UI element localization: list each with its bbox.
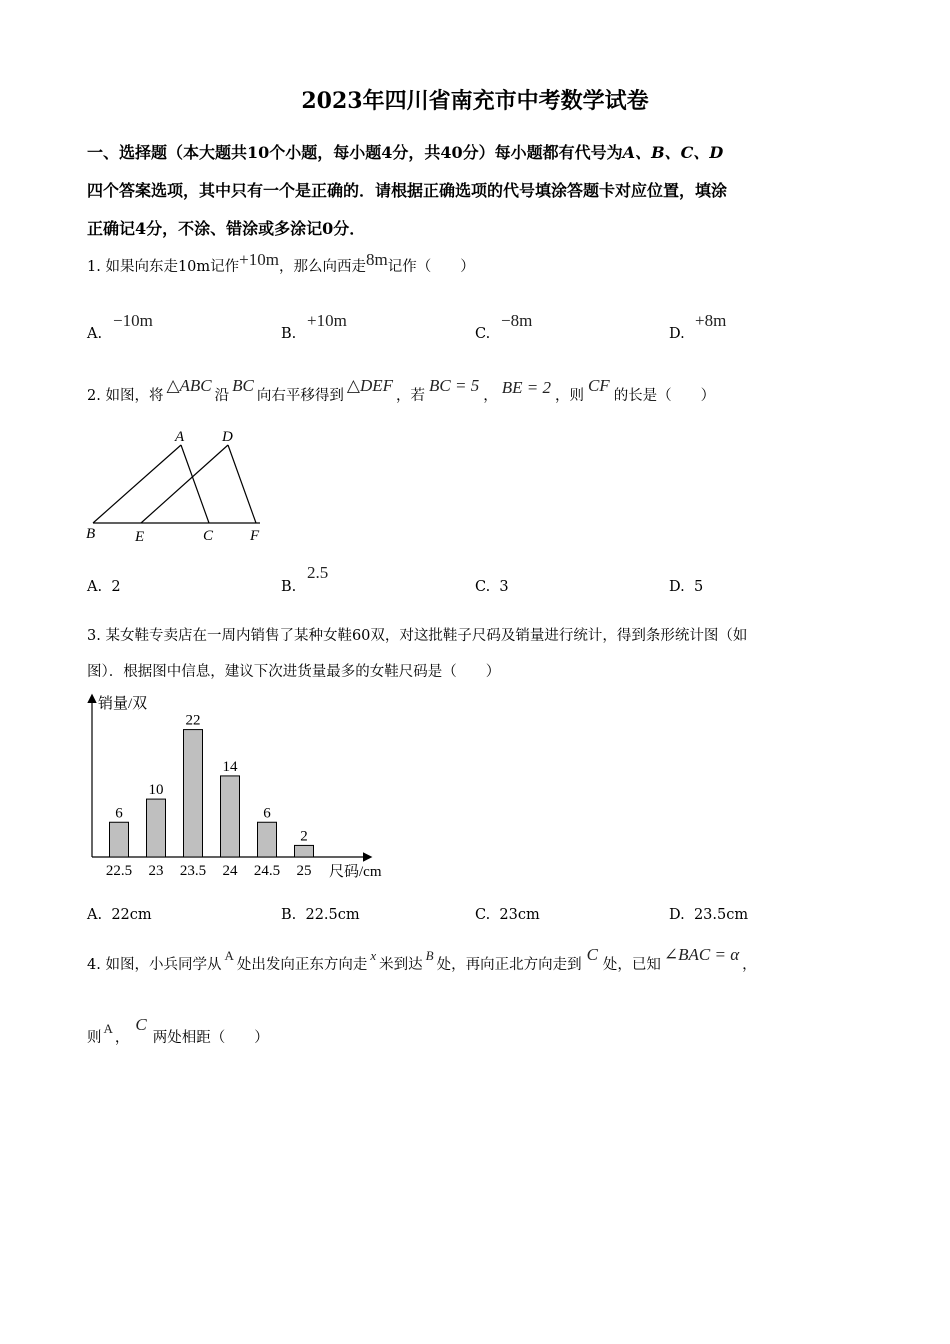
- option-value: 23cm: [499, 907, 540, 923]
- bar-value-label: 22: [185, 712, 201, 729]
- question-3-stem-line1: [87, 627, 747, 645]
- bar-value-label: 2: [300, 828, 308, 845]
- option-letter: C.: [475, 907, 491, 923]
- question-text: 处出发向正东方向走: [236, 957, 368, 973]
- question-text: 某女鞋专卖店在一周内销售了某种女鞋60双，对这批鞋子尺码及销量进行统计，得到条形统计图（如: [105, 628, 748, 644]
- x-tick-label: 23.5: [179, 863, 207, 879]
- question-number: 1.: [87, 259, 101, 275]
- question-text: ，若: [396, 388, 425, 404]
- math-expression: ∠BAC = α: [663, 945, 740, 964]
- q1-option-b-value: +10m: [307, 311, 347, 330]
- bar-value-label: 10: [148, 782, 164, 799]
- q2-option-d[interactable]: [669, 579, 703, 595]
- math-expression: BE = 2: [501, 378, 551, 397]
- q1-option-a-value: −10m: [113, 311, 153, 330]
- q1-option-d[interactable]: [669, 326, 685, 342]
- q3-option-c[interactable]: [475, 907, 540, 923]
- bars-group: [106, 713, 314, 879]
- question-text: ，那么向西走: [278, 259, 366, 275]
- option-letter: D.: [669, 579, 685, 595]
- point-label-c: C: [203, 528, 214, 544]
- bar-22.5: [110, 822, 129, 857]
- q1-option-a[interactable]: [87, 326, 102, 342]
- section-option-codes: A、B、C、D: [622, 143, 724, 162]
- question-text: 如果向东走10m记作: [105, 259, 240, 275]
- math-expression: C: [586, 945, 598, 964]
- option-letter: B.: [281, 326, 297, 342]
- segment-ab: [93, 445, 181, 523]
- math-expression: △DEF: [346, 376, 393, 395]
- q3-option-b[interactable]: [281, 907, 360, 923]
- math-expression: A: [224, 948, 234, 963]
- math-expression: CF: [587, 376, 610, 395]
- option-value: 23.5cm: [693, 907, 749, 923]
- bar-value-label: 6: [115, 805, 123, 822]
- q3-option-d[interactable]: [669, 907, 748, 923]
- x-tick-label: 24.5: [253, 863, 281, 879]
- question-text: 记作（ ）: [387, 259, 475, 275]
- option-letter: C.: [475, 579, 491, 595]
- question-4-stem-line2: [87, 1015, 269, 1047]
- option-letter: A.: [87, 907, 103, 923]
- option-value: 5: [693, 579, 704, 595]
- math-expression: 8m: [365, 250, 388, 269]
- point-label-a: A: [175, 429, 185, 445]
- q1-option-c[interactable]: [475, 326, 490, 342]
- section-instructions-line1: [87, 143, 723, 163]
- point-label-f: F: [250, 528, 260, 544]
- q1-option-b[interactable]: [281, 326, 296, 342]
- point-label-e: E: [135, 529, 145, 545]
- option-value: 3: [499, 579, 509, 595]
- question-text: ，: [483, 388, 498, 404]
- option-letter: A.: [87, 326, 103, 342]
- math-expression: +10m: [239, 250, 279, 269]
- bar-value-label: 14: [222, 758, 238, 775]
- question-1-stem: [87, 250, 475, 276]
- segment-ed: [141, 445, 228, 523]
- question-text: 沿: [214, 388, 230, 404]
- math-expression: A: [103, 1021, 113, 1036]
- x-tick-label: 23: [148, 863, 164, 879]
- math-expression: △ABC: [166, 376, 212, 395]
- question-text: ，则: [554, 388, 584, 404]
- math-expression: C: [135, 1015, 147, 1034]
- question-number: 4.: [87, 957, 101, 973]
- question-number: 3.: [87, 628, 101, 644]
- question-text: 处，已知: [602, 957, 661, 973]
- option-letter: D.: [669, 326, 685, 342]
- option-letter: B.: [281, 579, 297, 595]
- option-letter: A.: [87, 579, 103, 595]
- question-text: 的长是（ ）: [613, 388, 716, 404]
- point-label-d: D: [222, 429, 233, 445]
- math-expression: x: [370, 948, 377, 963]
- q1-option-c-value: −8m: [501, 311, 533, 330]
- section-text: 一、选择题（本大题共10个小题，每小题4分，共40分）每小题都有代号为: [87, 143, 623, 162]
- question-text: 两处相距（ ）: [152, 1030, 269, 1046]
- option-letter: B.: [281, 907, 297, 923]
- question-text: 如图，将: [105, 388, 164, 404]
- section-instructions-line2: 四个答案选项，其中只有一个是正确的．请根据正确选项的代号填涂答题卡对应位置，填涂: [87, 181, 728, 200]
- q3-option-a[interactable]: [87, 907, 152, 923]
- shoe-size-bar-chart: [80, 690, 410, 890]
- q2-option-c[interactable]: [475, 579, 509, 595]
- section-instructions-line3: 正确记4分，不涂、错涂或多涂记0分．: [87, 219, 366, 238]
- q2-option-a[interactable]: [87, 579, 121, 595]
- option-letter: D.: [669, 907, 685, 923]
- page-title: 2023年四川省南充市中考数学试卷: [301, 88, 649, 114]
- option-value: 22cm: [111, 907, 152, 923]
- question-text: ，: [742, 957, 757, 973]
- x-axis-label: 尺码/cm: [329, 864, 382, 880]
- segment-df: [228, 445, 256, 523]
- option-value: 2: [111, 579, 121, 595]
- translation-figure: [80, 424, 280, 549]
- question-2-stem: [87, 376, 716, 405]
- question-text: 米到达: [379, 957, 423, 973]
- bar-24.5: [258, 822, 277, 857]
- q2-option-b-value: 2.5: [307, 563, 329, 582]
- option-letter: C.: [475, 326, 491, 342]
- question-text: 向右平移得到: [256, 388, 344, 404]
- x-tick-label: 25: [296, 863, 312, 879]
- math-expression: B: [425, 948, 434, 963]
- bar-value-label: 6: [263, 805, 271, 822]
- q1-option-d-value: +8m: [695, 311, 727, 330]
- option-value: 22.5cm: [305, 907, 360, 923]
- question-text: ，: [114, 1030, 130, 1046]
- question-number: 2.: [87, 388, 101, 404]
- bar-23.5: [184, 730, 203, 857]
- bar-24: [221, 776, 240, 857]
- bar-25: [295, 845, 314, 857]
- point-label-b: B: [86, 526, 96, 542]
- y-axis-label: 销量/双: [98, 696, 148, 712]
- question-text: 处，再向正北方向走到: [436, 957, 582, 973]
- question-3-stem-line2: 图）．根据图中信息，建议下次进货量最多的女鞋尺码是（ ）: [87, 664, 501, 680]
- question-text: 则: [87, 1030, 102, 1046]
- question-text: 如图，小兵同学从: [105, 957, 222, 973]
- math-expression: BC = 5: [429, 376, 480, 395]
- question-4-stem-line1: [87, 945, 757, 974]
- math-expression: BC: [232, 376, 254, 395]
- x-tick-label: 22.5: [105, 863, 133, 879]
- x-tick-label: 24: [222, 863, 238, 879]
- q2-option-b[interactable]: [281, 579, 296, 595]
- bar-23: [147, 799, 166, 857]
